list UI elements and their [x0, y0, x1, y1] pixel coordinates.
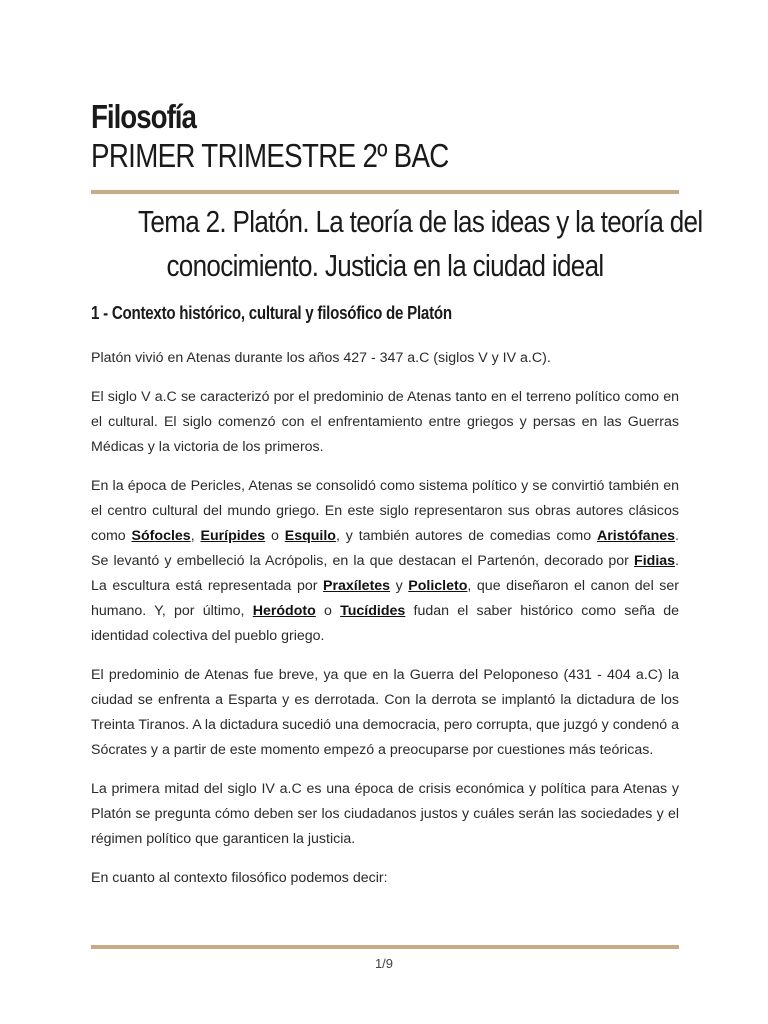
p3-text: y [390, 578, 409, 594]
author-fidias: Fidias [634, 553, 676, 569]
author-sofocles: Sófocles [131, 528, 191, 544]
footer-divider [91, 945, 679, 949]
subject-title: Filosofía [91, 98, 196, 135]
p3-text: , [190, 528, 201, 544]
p3-text: . Se levantó y embelleció la Acrópolis, en la que destacan el Partenón, decorado por [91, 528, 679, 569]
author-esquilo: Esquilo [284, 528, 336, 544]
p3-text: En la época de Pericles, Atenas se consolidó como sistema político y se convirtió también en el centro cultural del mundo griego. En este siglo representaron sus obras autores clásicos como [91, 478, 679, 544]
topic-line-1: Tema 2. Platón. La teoría de las ideas y la teoría del [138, 204, 703, 239]
topic-heading [91, 200, 703, 288]
p3-text: , que diseñaron el canon del ser humano. Y, por último, [91, 578, 679, 619]
topic-line-2: conocimiento. Justicia en la ciudad ideal [166, 248, 604, 283]
p3-text: , y también autores de comedias como [335, 528, 597, 544]
p3-text: fudan el saber histórico como seña de identidad colectiva del pueblo griego. [91, 603, 679, 644]
page-number: 1/9 [374, 956, 394, 971]
p3-text: o [315, 603, 341, 619]
paragraph-2: El siglo V a.C se caracterizó por el predominio de Atenas tanto en el terreno político como en el cultural. El siglo comenzó con el enfrentamiento entre griegos y persas en las Guerras Médicas y la victoria de los primeros. [91, 389, 679, 455]
paragraph-1: Platón vivió en Atenas durante los años 427 - 347 a.C (siglos V y IV a.C). [91, 350, 551, 366]
section-heading: 1 - Contexto histórico, cultural y filosófico de Platón [91, 303, 452, 323]
p3-text: . La escultura está representada por [91, 553, 679, 594]
author-policleto: Policleto [408, 578, 468, 594]
header-divider [91, 190, 679, 194]
author-herodoto: Heródoto [252, 603, 316, 619]
author-aristofanes: Aristófanes [596, 528, 676, 544]
author-praxiletes: Praxíletes [323, 578, 391, 594]
paragraph-5: La primera mitad del siglo IV a.C es una época de crisis económica y política para Atenas y Platón se pregunta cómo deben ser los ciudadanos justos y cuáles serán las sociedades y el régimen político que garanticen la justicia. [91, 781, 679, 847]
p3-text: o [265, 528, 285, 544]
paragraph-6: En cuanto al contexto filosófico podemos decir: [91, 870, 388, 886]
term-title: PRIMER TRIMESTRE 2º BAC [91, 137, 449, 174]
paragraph-4: El predominio de Atenas fue breve, ya que en la Guerra del Peloponeso (431 - 404 a.C) la ciudad se enfrenta a Esparta y es derrotada. Con la derrota se implantó la dictadura de los Treinta Tiranos. A la dictadura sucedió una democracia, pero corrupta, que juzgó y condenó a Sócrates y a partir de este momento empezó a preocuparse por cuestiones más teóricas. [91, 667, 679, 758]
document-page [91, 96, 703, 891]
author-tucidides: Tucídides [340, 603, 406, 619]
paragraph-3 [91, 474, 679, 649]
author-euripides: Eurípides [200, 528, 266, 544]
